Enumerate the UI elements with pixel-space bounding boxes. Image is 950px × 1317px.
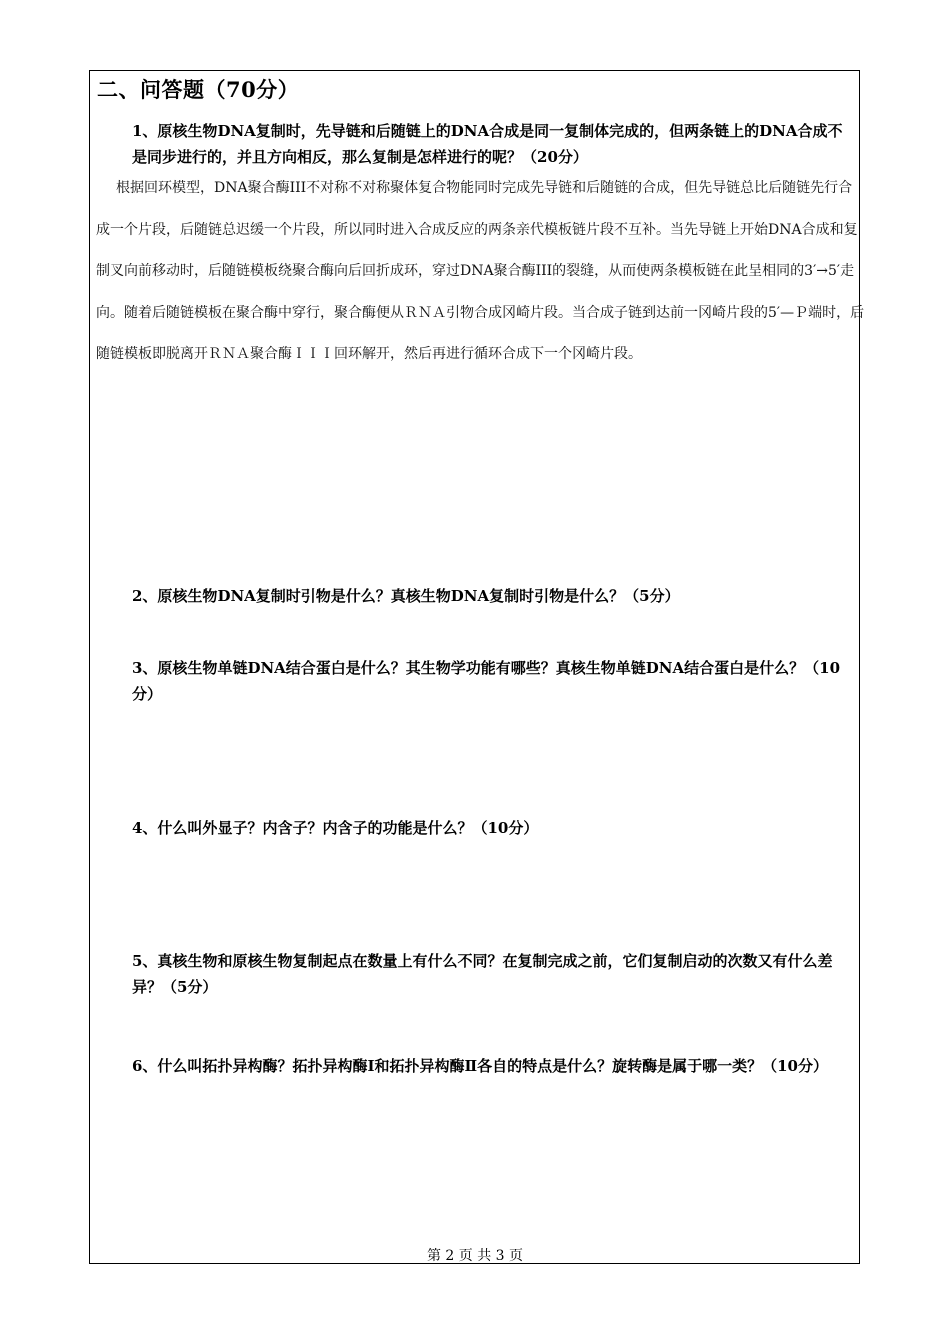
answer-1-text: 根据回环模型，DNA聚合酶III不对称不对称聚体复合物能同时完成先导链和后随链的合成，但先导链总比后随链先行合成一个片段，后随链总迟缓一个片段，所以同时进入合成反应的两条亲代模板链片段不互补。当先导链上开始DNA合成和复制叉向前移动时，后随链模板绕聚合酶向后回折成环，穿过DNA聚合酶III的裂缝，从而使两条模板链在此呈相同的3′→5′走向。随着后随链模板在聚合酶中穿行，聚合酶便从ＲＮＡ引物合成冈崎片段。当合成子链到达前一冈崎片段的5′—Ｐ端时，后随链模板即脱离开ＲＮＡ聚合酶ＩＩＩ回环解开，然后再进行循环合成下一个冈崎片段。 [96,180,865,362]
section-title: 二、问答题（70分） [97,77,300,102]
page-number: 第 2 页 共 3 页 [426,1248,524,1264]
question-5: 5、真核生物和原核生物复制起点在数量上有什么不同？在复制完成之前，它们复制启动的次数又有什么差异？（5分） [132,952,833,996]
question-4: 4、什么叫外显子？内含子？内含子的功能是什么？（10分） [132,819,539,837]
question-2: 2、原核生物DNA复制时引物是什么？真核生物DNA复制时引物是什么？（5分） [132,587,680,605]
question-6: 6、什么叫拓扑异构酶？拓扑异构酶Ⅰ和拓扑异构酶Ⅱ各自的特点是什么？旋转酶是属于哪一类？（10分） [132,1057,828,1075]
answer-1 [96,168,866,376]
question-1: 1、原核生物DNA复制时，先导链和后随链上的DNA合成是同一复制体完成的，但两条链上的DNA合成不是同步进行的，并且方向相反，那么复制是怎样进行的呢？（20分） [132,122,843,166]
question-3: 3、原核生物单链DNA结合蛋白是什么？其生物学功能有哪些？真核生物单链DNA结合蛋白是什么？（10分） [132,659,841,703]
